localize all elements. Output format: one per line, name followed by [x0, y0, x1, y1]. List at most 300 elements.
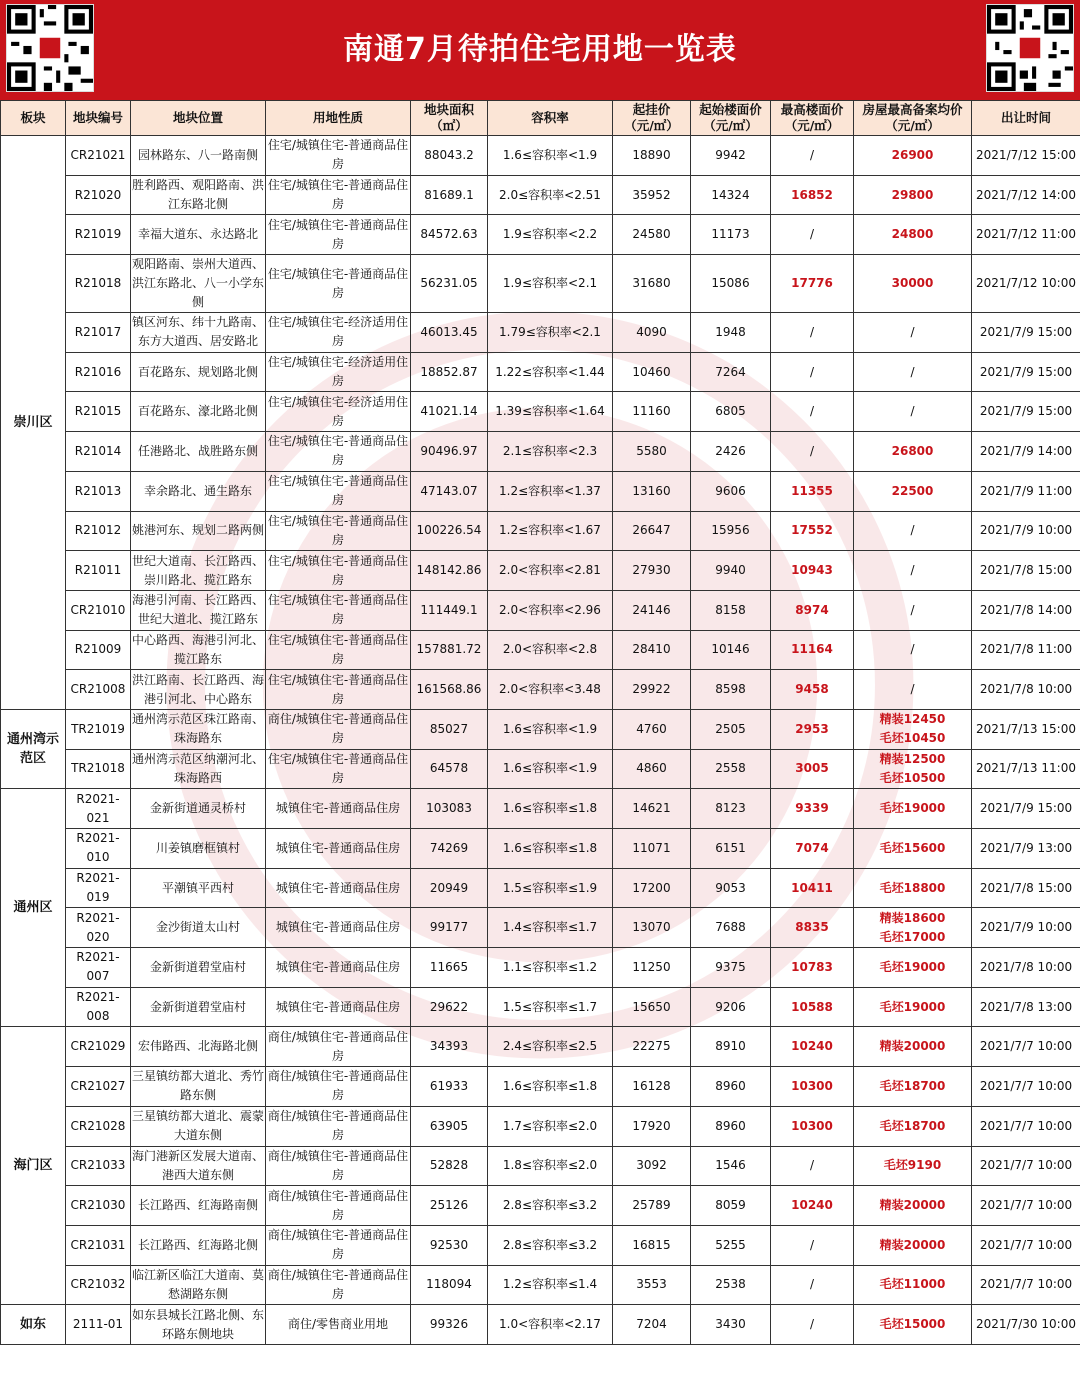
start-price-cell: 13160 — [613, 471, 691, 511]
land-use-cell: 住宅/城镇住宅-经济适用住房 — [266, 392, 411, 432]
start-floor-price-cell: 8910 — [691, 1027, 771, 1067]
plot-id-cell: TR21019 — [66, 709, 131, 749]
auction-time-cell: 2021/7/9 14:00 — [972, 432, 1080, 472]
area-cell: 99326 — [411, 1305, 488, 1345]
plot-id-cell: CR21008 — [66, 670, 131, 710]
start-price-cell: 22275 — [613, 1027, 691, 1067]
table-row — [1, 948, 1080, 988]
area-cell: 64578 — [411, 749, 488, 789]
land-use-cell: 住宅/城镇住宅-普通商品住房 — [266, 215, 411, 255]
area-cell: 88043.2 — [411, 136, 488, 176]
table-row — [1, 908, 1080, 948]
location-cell: 观阳路南、崇州大道西、洪江东路北、八一小学东侧 — [131, 255, 266, 313]
far-cell: 1.2≤容积率<1.37 — [488, 471, 613, 511]
plot-id-cell: R2021-019 — [66, 868, 131, 908]
max-house-price-cell: / — [854, 511, 972, 551]
location-cell: 金新街道通灵桥村 — [131, 789, 266, 829]
table-row — [1, 1146, 1080, 1186]
land-use-cell: 住宅/城镇住宅-经济适用住房 — [266, 352, 411, 392]
start-price-cell: 29922 — [613, 670, 691, 710]
start-floor-price-cell: 9940 — [691, 551, 771, 591]
start-price-cell: 5580 — [613, 432, 691, 472]
max-floor-price-cell: / — [771, 352, 854, 392]
far-cell: 1.22≤容积率<1.44 — [488, 352, 613, 392]
far-cell: 1.5≤容积率≤1.9 — [488, 868, 613, 908]
start-price-cell: 3553 — [613, 1265, 691, 1305]
max-floor-price-cell: / — [771, 313, 854, 353]
area-cell: 157881.72 — [411, 630, 488, 670]
auction-time-cell: 2021/7/7 10:00 — [972, 1067, 1080, 1107]
land-use-cell: 城镇住宅-普通商品住房 — [266, 987, 411, 1027]
max-house-price-cell: 毛坯19000 — [854, 789, 972, 829]
start-floor-price-cell: 2558 — [691, 749, 771, 789]
start-floor-price-cell: 5255 — [691, 1225, 771, 1265]
plot-id-cell: CR21010 — [66, 590, 131, 630]
land-use-cell: 住宅/城镇住宅-经济适用住房 — [266, 313, 411, 353]
max-floor-price-cell: 11164 — [771, 630, 854, 670]
far-cell: 2.0<容积率<3.48 — [488, 670, 613, 710]
far-cell: 1.5≤容积率≤1.7 — [488, 987, 613, 1027]
far-cell: 1.4≤容积率≤1.7 — [488, 908, 613, 948]
location-cell: 海门港新区发展大道南、港西大道东侧 — [131, 1146, 266, 1186]
start-price-cell: 4860 — [613, 749, 691, 789]
start-price-cell: 24146 — [613, 590, 691, 630]
land-use-cell: 住宅/城镇住宅-普通商品住房 — [266, 551, 411, 591]
auction-time-cell: 2021/7/9 15:00 — [972, 313, 1080, 353]
land-use-cell: 住宅/城镇住宅-普通商品住房 — [266, 630, 411, 670]
start-price-cell: 35952 — [613, 175, 691, 215]
col-header-max-house-price: 房屋最高备案均价 （元/㎡） — [854, 101, 972, 136]
land-use-cell: 住宅/城镇住宅-普通商品住房 — [266, 511, 411, 551]
col-header-start-floor-price: 起始楼面价 （元/㎡） — [691, 101, 771, 136]
area-cell: 84572.63 — [411, 215, 488, 255]
area-cell: 46013.45 — [411, 313, 488, 353]
start-floor-price-cell: 2426 — [691, 432, 771, 472]
land-use-cell: 住宅/城镇住宅-普通商品住房 — [266, 749, 411, 789]
table-row — [1, 868, 1080, 908]
location-cell: 幸福大道东、永达路北 — [131, 215, 266, 255]
max-house-price-cell: 精装12500 毛坯10500 — [854, 749, 972, 789]
plot-id-cell: R21016 — [66, 352, 131, 392]
auction-time-cell: 2021/7/9 10:00 — [972, 511, 1080, 551]
plot-id-cell: R21017 — [66, 313, 131, 353]
max-house-price-cell: 毛坯19000 — [854, 948, 972, 988]
district-cell: 崇川区 — [1, 136, 66, 710]
start-price-cell: 15650 — [613, 987, 691, 1027]
start-price-cell: 28410 — [613, 630, 691, 670]
start-price-cell: 11250 — [613, 948, 691, 988]
start-price-cell: 27930 — [613, 551, 691, 591]
auction-time-cell: 2021/7/9 15:00 — [972, 392, 1080, 432]
plot-id-cell: R21015 — [66, 392, 131, 432]
max-house-price-cell: 24800 — [854, 215, 972, 255]
far-cell: 1.9≤容积率<2.1 — [488, 255, 613, 313]
auction-time-cell: 2021/7/9 10:00 — [972, 908, 1080, 948]
auction-time-cell: 2021/7/12 11:00 — [972, 215, 1080, 255]
plot-id-cell: R21020 — [66, 175, 131, 215]
start-price-cell: 10460 — [613, 352, 691, 392]
land-use-cell: 城镇住宅-普通商品住房 — [266, 908, 411, 948]
col-header-area: 地块面积 （㎡） — [411, 101, 488, 136]
location-cell: 百花路东、规划路北侧 — [131, 352, 266, 392]
start-floor-price-cell: 6151 — [691, 829, 771, 869]
land-use-cell: 住宅/城镇住宅-普通商品住房 — [266, 432, 411, 472]
start-floor-price-cell: 15086 — [691, 255, 771, 313]
start-floor-price-cell: 9375 — [691, 948, 771, 988]
table-row — [1, 175, 1080, 215]
far-cell: 2.1≤容积率<2.3 — [488, 432, 613, 472]
far-cell: 2.0<容积率<2.8 — [488, 630, 613, 670]
max-house-price-cell: 毛坯18700 — [854, 1106, 972, 1146]
start-price-cell: 13070 — [613, 908, 691, 948]
col-header-plot-id: 地块编号 — [66, 101, 131, 136]
start-price-cell: 4090 — [613, 313, 691, 353]
area-cell: 52828 — [411, 1146, 488, 1186]
far-cell: 2.8≤容积率≤3.2 — [488, 1186, 613, 1226]
auction-time-cell: 2021/7/8 11:00 — [972, 630, 1080, 670]
land-use-cell: 住宅/城镇住宅-普通商品住房 — [266, 255, 411, 313]
start-floor-price-cell: 8960 — [691, 1106, 771, 1146]
location-cell: 通州湾示范区纳潮河北、珠海路西 — [131, 749, 266, 789]
table-row — [1, 987, 1080, 1027]
far-cell: 1.39≤容积率<1.64 — [488, 392, 613, 432]
max-floor-price-cell: 10240 — [771, 1027, 854, 1067]
area-cell: 18852.87 — [411, 352, 488, 392]
plot-id-cell: CR21032 — [66, 1265, 131, 1305]
max-house-price-cell: / — [854, 630, 972, 670]
max-house-price-cell: / — [854, 670, 972, 710]
start-floor-price-cell: 8123 — [691, 789, 771, 829]
table-header-row — [1, 101, 1080, 136]
max-floor-price-cell: / — [771, 136, 854, 176]
location-cell: 世纪大道南、长江路西、崇川路北、揽江路东 — [131, 551, 266, 591]
max-house-price-cell: / — [854, 392, 972, 432]
max-floor-price-cell: 11355 — [771, 471, 854, 511]
land-use-cell: 商住/城镇住宅-普通商品住房 — [266, 709, 411, 749]
table-row — [1, 313, 1080, 353]
start-floor-price-cell: 11173 — [691, 215, 771, 255]
start-floor-price-cell: 7688 — [691, 908, 771, 948]
location-cell: 川姜镇磨框镇村 — [131, 829, 266, 869]
far-cell: 2.8≤容积率≤3.2 — [488, 1225, 613, 1265]
land-use-cell: 住宅/城镇住宅-普通商品住房 — [266, 670, 411, 710]
area-cell: 56231.05 — [411, 255, 488, 313]
auction-time-cell: 2021/7/13 11:00 — [972, 749, 1080, 789]
land-use-cell: 城镇住宅-普通商品住房 — [266, 789, 411, 829]
auction-time-cell: 2021/7/7 10:00 — [972, 1106, 1080, 1146]
auction-time-cell: 2021/7/9 15:00 — [972, 352, 1080, 392]
area-cell: 74269 — [411, 829, 488, 869]
start-floor-price-cell: 14324 — [691, 175, 771, 215]
auction-time-cell: 2021/7/8 10:00 — [972, 670, 1080, 710]
col-header-auction-time: 出让时间 — [972, 101, 1080, 136]
location-cell: 长江路西、红海路南侧 — [131, 1186, 266, 1226]
location-cell: 幸余路北、通生路东 — [131, 471, 266, 511]
location-cell: 如东县城长江路北侧、东环路东侧地块 — [131, 1305, 266, 1345]
land-table — [0, 100, 1080, 1345]
start-floor-price-cell: 1546 — [691, 1146, 771, 1186]
max-house-price-cell: / — [854, 590, 972, 630]
land-use-cell: 住宅/城镇住宅-普通商品住房 — [266, 136, 411, 176]
plot-id-cell: R21012 — [66, 511, 131, 551]
col-header-land-use: 用地性质 — [266, 101, 411, 136]
start-floor-price-cell: 8960 — [691, 1067, 771, 1107]
plot-id-cell: R2021-007 — [66, 948, 131, 988]
area-cell: 29622 — [411, 987, 488, 1027]
start-price-cell: 14621 — [613, 789, 691, 829]
location-cell: 三星镇纺都大道北、秀竹路东侧 — [131, 1067, 266, 1107]
location-cell: 姚港河东、规划二路两侧 — [131, 511, 266, 551]
plot-id-cell: CR21027 — [66, 1067, 131, 1107]
location-cell: 临江新区临江大道南、莫愁湖路东侧 — [131, 1265, 266, 1305]
location-cell: 平潮镇平西村 — [131, 868, 266, 908]
area-cell: 63905 — [411, 1106, 488, 1146]
max-floor-price-cell: / — [771, 1265, 854, 1305]
land-use-cell: 商住/城镇住宅-普通商品住房 — [266, 1186, 411, 1226]
area-cell: 81689.1 — [411, 175, 488, 215]
table-row — [1, 709, 1080, 749]
table-row — [1, 392, 1080, 432]
start-floor-price-cell: 9942 — [691, 136, 771, 176]
location-cell: 中心路西、海港引河北、揽江路东 — [131, 630, 266, 670]
location-cell: 金新街道碧堂庙村 — [131, 987, 266, 1027]
max-floor-price-cell: 9458 — [771, 670, 854, 710]
start-floor-price-cell: 7264 — [691, 352, 771, 392]
plot-id-cell: R21014 — [66, 432, 131, 472]
table-row — [1, 551, 1080, 591]
start-floor-price-cell: 1948 — [691, 313, 771, 353]
far-cell: 2.4≤容积率≤2.5 — [488, 1027, 613, 1067]
start-price-cell: 24580 — [613, 215, 691, 255]
plot-id-cell: CR21030 — [66, 1186, 131, 1226]
max-floor-price-cell: / — [771, 1225, 854, 1265]
district-cell: 海门区 — [1, 1027, 66, 1305]
area-cell: 25126 — [411, 1186, 488, 1226]
max-floor-price-cell: 8835 — [771, 908, 854, 948]
location-cell: 金沙街道太山村 — [131, 908, 266, 948]
max-house-price-cell: 毛坯15000 — [854, 1305, 972, 1345]
location-cell: 海港引河南、长江路西、世纪大道北、揽江路东 — [131, 590, 266, 630]
table-row — [1, 829, 1080, 869]
table-row — [1, 352, 1080, 392]
start-price-cell: 26647 — [613, 511, 691, 551]
start-price-cell: 17200 — [613, 868, 691, 908]
qr-code-icon — [986, 4, 1074, 92]
max-floor-price-cell: 17552 — [771, 511, 854, 551]
plot-id-cell: CR21029 — [66, 1027, 131, 1067]
far-cell: 1.6≤容积率≤1.8 — [488, 789, 613, 829]
plot-id-cell: TR21018 — [66, 749, 131, 789]
start-floor-price-cell: 8059 — [691, 1186, 771, 1226]
far-cell: 1.0<容积率<2.17 — [488, 1305, 613, 1345]
start-price-cell: 25789 — [613, 1186, 691, 1226]
auction-time-cell: 2021/7/9 15:00 — [972, 789, 1080, 829]
far-cell: 1.8≤容积率≤2.0 — [488, 1146, 613, 1186]
land-use-cell: 商住/城镇住宅-普通商品住房 — [266, 1225, 411, 1265]
start-price-cell: 31680 — [613, 255, 691, 313]
start-price-cell: 16815 — [613, 1225, 691, 1265]
max-floor-price-cell: 10411 — [771, 868, 854, 908]
plot-id-cell: R2021-020 — [66, 908, 131, 948]
auction-time-cell: 2021/7/9 11:00 — [972, 471, 1080, 511]
area-cell: 118094 — [411, 1265, 488, 1305]
max-floor-price-cell: / — [771, 1146, 854, 1186]
table-row — [1, 1225, 1080, 1265]
auction-time-cell: 2021/7/8 15:00 — [972, 551, 1080, 591]
table-row — [1, 670, 1080, 710]
land-use-cell: 城镇住宅-普通商品住房 — [266, 829, 411, 869]
max-house-price-cell: 精装18600 毛坯17000 — [854, 908, 972, 948]
plot-id-cell: R2021-008 — [66, 987, 131, 1027]
land-use-cell: 商住/城镇住宅-普通商品住房 — [266, 1265, 411, 1305]
max-house-price-cell: 精装20000 — [854, 1186, 972, 1226]
auction-time-cell: 2021/7/12 10:00 — [972, 255, 1080, 313]
start-price-cell: 11160 — [613, 392, 691, 432]
location-cell: 长江路西、红海路北侧 — [131, 1225, 266, 1265]
far-cell: 1.7≤容积率≤2.0 — [488, 1106, 613, 1146]
plot-id-cell: R21011 — [66, 551, 131, 591]
start-floor-price-cell: 2505 — [691, 709, 771, 749]
far-cell: 1.9≤容积率<2.2 — [488, 215, 613, 255]
table-row — [1, 590, 1080, 630]
area-cell: 100226.54 — [411, 511, 488, 551]
far-cell: 2.0<容积率<2.96 — [488, 590, 613, 630]
far-cell: 1.6≤容积率<1.9 — [488, 136, 613, 176]
land-use-cell: 城镇住宅-普通商品住房 — [266, 868, 411, 908]
location-cell: 任港路北、战胜路东侧 — [131, 432, 266, 472]
area-cell: 99177 — [411, 908, 488, 948]
far-cell: 1.79≤容积率<2.1 — [488, 313, 613, 353]
start-floor-price-cell: 10146 — [691, 630, 771, 670]
location-cell: 三星镇纺都大道北、震蒙大道东侧 — [131, 1106, 266, 1146]
max-house-price-cell: 毛坯19000 — [854, 987, 972, 1027]
plot-id-cell: R2021-021 — [66, 789, 131, 829]
far-cell: 1.2≤容积率<1.67 — [488, 511, 613, 551]
start-price-cell: 16128 — [613, 1067, 691, 1107]
district-cell: 通州区 — [1, 789, 66, 1027]
plot-id-cell: CR21028 — [66, 1106, 131, 1146]
area-cell: 11665 — [411, 948, 488, 988]
table-row — [1, 471, 1080, 511]
max-house-price-cell: 精装20000 — [854, 1027, 972, 1067]
plot-id-cell: R21018 — [66, 255, 131, 313]
district-cell: 通州湾示范区 — [1, 709, 66, 788]
far-cell: 1.6≤容积率≤1.8 — [488, 1067, 613, 1107]
table-row — [1, 136, 1080, 176]
max-floor-price-cell: 16852 — [771, 175, 854, 215]
area-cell: 90496.97 — [411, 432, 488, 472]
max-house-price-cell: 毛坯9190 — [854, 1146, 972, 1186]
start-floor-price-cell: 8158 — [691, 590, 771, 630]
land-use-cell: 商住/零售商业用地 — [266, 1305, 411, 1345]
col-header-district: 板块 — [1, 101, 66, 136]
table-row — [1, 511, 1080, 551]
start-floor-price-cell: 3430 — [691, 1305, 771, 1345]
area-cell: 92530 — [411, 1225, 488, 1265]
max-floor-price-cell: 10943 — [771, 551, 854, 591]
max-house-price-cell: 22500 — [854, 471, 972, 511]
table-row — [1, 432, 1080, 472]
location-cell: 宏伟路西、北海路北侧 — [131, 1027, 266, 1067]
max-floor-price-cell: 3005 — [771, 749, 854, 789]
col-header-location: 地块位置 — [131, 101, 266, 136]
auction-time-cell: 2021/7/8 13:00 — [972, 987, 1080, 1027]
max-floor-price-cell: 10300 — [771, 1067, 854, 1107]
location-cell: 百花路东、濠北路北侧 — [131, 392, 266, 432]
start-floor-price-cell: 15956 — [691, 511, 771, 551]
auction-time-cell: 2021/7/13 15:00 — [972, 709, 1080, 749]
max-floor-price-cell: 7074 — [771, 829, 854, 869]
auction-time-cell: 2021/7/8 15:00 — [972, 868, 1080, 908]
land-use-cell: 城镇住宅-普通商品住房 — [266, 948, 411, 988]
far-cell: 1.6≤容积率≤1.8 — [488, 829, 613, 869]
land-use-cell: 商住/城镇住宅-普通商品住房 — [266, 1106, 411, 1146]
table-row — [1, 1106, 1080, 1146]
col-header-max-floor-price: 最高楼面价 （元/㎡） — [771, 101, 854, 136]
max-house-price-cell: / — [854, 313, 972, 353]
start-price-cell: 11071 — [613, 829, 691, 869]
table-row — [1, 255, 1080, 313]
plot-id-cell: CR21033 — [66, 1146, 131, 1186]
land-use-cell: 住宅/城镇住宅-普通商品住房 — [266, 590, 411, 630]
auction-time-cell: 2021/7/7 10:00 — [972, 1265, 1080, 1305]
start-floor-price-cell: 8598 — [691, 670, 771, 710]
plot-id-cell: R21009 — [66, 630, 131, 670]
area-cell: 61933 — [411, 1067, 488, 1107]
start-price-cell: 4760 — [613, 709, 691, 749]
far-cell: 2.0≤容积率<2.51 — [488, 175, 613, 215]
plot-id-cell: 2111-01 — [66, 1305, 131, 1345]
max-floor-price-cell: 10588 — [771, 987, 854, 1027]
qr-code-icon — [987, 5, 1073, 91]
col-header-start-price: 起挂价 （元/㎡） — [613, 101, 691, 136]
location-cell: 镇区河东、纬十九路南、东方大道西、居安路北 — [131, 313, 266, 353]
far-cell: 1.1≤容积率≤1.2 — [488, 948, 613, 988]
start-price-cell: 18890 — [613, 136, 691, 176]
area-cell: 103083 — [411, 789, 488, 829]
start-floor-price-cell: 9053 — [691, 868, 771, 908]
max-house-price-cell: 精装12450 毛坯10450 — [854, 709, 972, 749]
max-floor-price-cell: / — [771, 392, 854, 432]
max-floor-price-cell: 2953 — [771, 709, 854, 749]
auction-time-cell: 2021/7/7 10:00 — [972, 1146, 1080, 1186]
far-cell: 1.6≤容积率<1.9 — [488, 749, 613, 789]
land-use-cell: 商住/城镇住宅-普通商品住房 — [266, 1146, 411, 1186]
far-cell: 1.2≤容积率≤1.4 — [488, 1265, 613, 1305]
max-house-price-cell: 26900 — [854, 136, 972, 176]
auction-time-cell: 2021/7/8 14:00 — [972, 590, 1080, 630]
max-house-price-cell: 26800 — [854, 432, 972, 472]
plot-id-cell: CR21021 — [66, 136, 131, 176]
max-house-price-cell: 毛坯11000 — [854, 1265, 972, 1305]
max-house-price-cell: 精装20000 — [854, 1225, 972, 1265]
area-cell: 47143.07 — [411, 471, 488, 511]
auction-time-cell: 2021/7/9 13:00 — [972, 829, 1080, 869]
far-cell: 1.6≤容积率<1.9 — [488, 709, 613, 749]
area-cell: 20949 — [411, 868, 488, 908]
start-price-cell: 7204 — [613, 1305, 691, 1345]
plot-id-cell: R21019 — [66, 215, 131, 255]
auction-time-cell: 2021/7/7 10:00 — [972, 1027, 1080, 1067]
plot-id-cell: R21013 — [66, 471, 131, 511]
location-cell: 园林路东、八一路南侧 — [131, 136, 266, 176]
max-floor-price-cell: 10300 — [771, 1106, 854, 1146]
table-row — [1, 1186, 1080, 1226]
area-cell: 148142.86 — [411, 551, 488, 591]
land-use-cell: 住宅/城镇住宅-普通商品住房 — [266, 175, 411, 215]
location-cell: 通州湾示范区珠江路南、珠海路东 — [131, 709, 266, 749]
table-row — [1, 215, 1080, 255]
